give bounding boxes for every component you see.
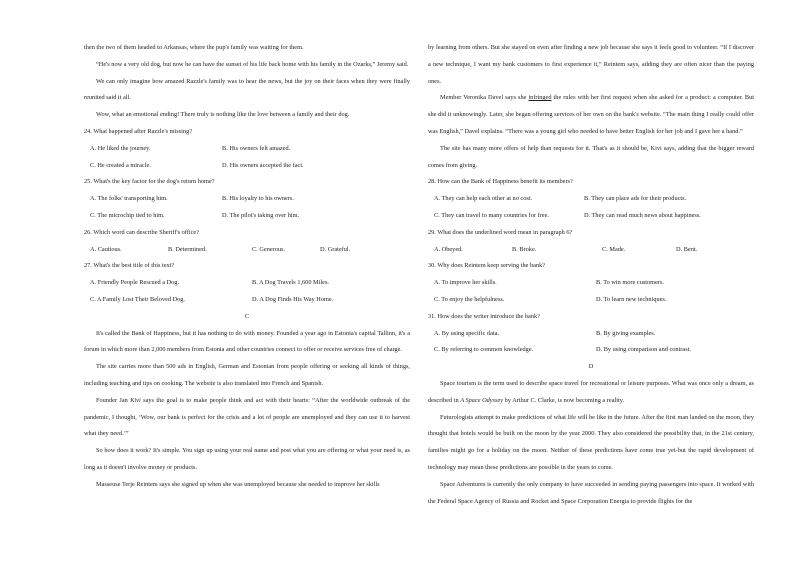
option-27-c[interactable]: C. A Family Lost Their Beloved Dog. <box>90 295 186 303</box>
option-27-a[interactable]: A. Friendly People Rescued a Dog. <box>90 279 180 287</box>
question-31-options-row-2 <box>428 342 754 359</box>
question-26: 26. Which word can describe Sheriff's office? <box>84 228 199 236</box>
option-30-c[interactable]: C. To enjoy the helpfulness. <box>434 295 505 303</box>
option-29-c[interactable]: C. Made. <box>602 245 626 253</box>
question-25-options-row-2 <box>84 208 410 225</box>
question-29: 29. What does the underlined word mean in paragraph 6? <box>428 228 573 236</box>
section-heading-d: D <box>588 363 594 371</box>
section-heading-c: C <box>244 312 250 320</box>
option-24-d[interactable]: D. His owners accepted the fact. <box>222 161 304 169</box>
paragraph-left-4: Wow, what an emotional ending! There truly is nothing like the love between a family and their dog. <box>96 111 350 119</box>
left-column <box>84 40 410 494</box>
option-30-d[interactable]: D. To learn new techniques. <box>596 295 667 303</box>
question-25: 25. What's the key factor for the dog's return home? <box>84 178 215 186</box>
option-29-a[interactable]: A. Obeyed. <box>434 245 463 253</box>
option-24-c[interactable]: C. He created a miracle. <box>90 161 151 169</box>
paragraph-right-2-rest: the rules with her first request when she asked for a product: a computer. But she did it unknowingly. Later, she began offering services of her own on the bank's website. “The main thing I really could offer was English,” Davel explains. “There was a young girl who needed to have better English for her job and I gave her a hand.” <box>428 94 754 135</box>
question-29-options <box>428 242 754 259</box>
option-25-b[interactable]: B. His loyalty to his owners. <box>222 195 294 203</box>
option-28-a[interactable]: A. They can help each other at no cost. <box>434 195 533 203</box>
question-30-options-row-1 <box>428 275 754 292</box>
option-25-d[interactable]: D. The pilot's taking over him. <box>222 211 300 219</box>
underlined-word: infringed <box>528 94 552 102</box>
book-title: A Space Odyssey <box>460 396 504 404</box>
paragraph-left-3: We can only imagine how amazed Razzle's family was to hear the news, but the joy on their faces when they were finally reunited said it all. <box>84 77 410 102</box>
question-30: 30. Why does Reintem keep serving the bank? <box>428 262 546 270</box>
option-25-c[interactable]: C. The microchip tied to him. <box>90 211 165 219</box>
option-29-b[interactable]: B. Broke. <box>512 245 537 253</box>
option-26-d[interactable]: D. Grateful. <box>320 245 351 253</box>
paragraph-c-4: So how does it work? It's simple. You sign up using your real name and post what you are offering or what your need is, as long as it doesn't involve money or products. <box>84 447 410 471</box>
option-27-d[interactable]: D. A Dog Finds His Way Home. <box>252 295 334 303</box>
paragraph-d-2: Futurologists attempt to make predictions of what life will be like in the future. After the first man landed on the moon, they thought that hotels would be built on the moon by the year 2000. They also considered the possibility that, in the 21st century, families might go for a holiday on the moon. Neither of these predictions have come true yet-but the rapid development of technology may mean these predictions are possible in the years to come. <box>428 413 754 471</box>
option-31-b[interactable]: B. By giving examples. <box>596 329 656 337</box>
paragraph-d-1-start: Space tourism is the term used to describe space travel for recreational or leisure purposes. What was once only a dream, as described in <box>428 379 754 404</box>
question-31: 31. How does the writer introduce the bank? <box>428 312 540 320</box>
option-27-b[interactable]: B. A Dog Travels 1,600 Miles. <box>252 279 329 287</box>
paragraph-right-2-start: Member Veronika Davel says she <box>440 94 529 102</box>
question-27-options-row-1 <box>84 275 410 292</box>
option-30-a[interactable]: A. To improve her skills. <box>434 279 497 287</box>
question-31-options-row-1 <box>428 326 754 343</box>
option-28-d[interactable]: D. They can read much news about happiness. <box>584 211 701 219</box>
option-28-b[interactable]: B. They can place ads for their products. <box>584 195 687 203</box>
paragraph-c-1: It's called the Bank of Happiness, but it has nothing to do with money. Founded a year ago in Estonia's capital Tallinn, it's a forum in which more than 2,000 members from Estonia and other countries connect to offer or receive services free of charge. <box>84 329 410 354</box>
paragraph-c-3-start: Founder Jan <box>96 396 131 404</box>
option-24-a[interactable]: A. He liked the journey. <box>90 144 151 152</box>
question-27: 27. What's the best title of this text? <box>84 262 175 270</box>
paragraph-d-3: Space Adventures is currently the only company to have succeeded in sending paying passengers into space. It worked with the Federal Space Agency of Russia and Rocket and Space Corporation Energia to provide flights for the <box>428 480 754 505</box>
option-26-b[interactable]: B. Determined. <box>168 245 207 253</box>
paragraph-right-2 <box>428 90 754 140</box>
founder-name: Kivi <box>130 396 141 404</box>
option-30-b[interactable]: B. To win more customers. <box>596 279 665 287</box>
option-31-c[interactable]: C. By referring to common knowledge. <box>434 346 534 354</box>
paragraph-c-2: The site carries more than 500 ads in English, German and Estonian from people offering or seeking all kinds of things, including teaching and tips on cooking. The website is also translated into French and Spanish. <box>84 363 410 387</box>
paragraph-d-1 <box>428 376 754 410</box>
paragraph-c-5: Masseuse Terje Reintem says she signed up when she was unemployed because she needed to improve her skills <box>96 480 380 488</box>
option-26-c[interactable]: C. Generous. <box>252 245 286 253</box>
question-28-options-row-1 <box>428 191 754 208</box>
option-29-d[interactable]: D. Bent. <box>676 245 698 253</box>
question-28-options-row-2 <box>428 208 754 225</box>
paragraph-right-1: by learning from others. But she stayed on even after finding a new job because she says it feels good to volunteer. “If I discover a new technique, I want my bank customers to first experience it,” Reintem says, adding they are often nicer than the paying ones. <box>428 44 754 85</box>
question-27-options-row-2 <box>84 292 410 309</box>
question-25-options-row-1 <box>84 191 410 208</box>
option-24-b[interactable]: B. His owners felt amazed. <box>222 144 291 152</box>
paragraph-c-3-rest: says the goal is to make people think and act with their hearts: “After the worldwide outbreak of the pandemic, I thought, ‘Wow, our bank is perfect for the crisis and a lot of people are unemployed and they can use it to harvest what they need.’” <box>84 396 411 438</box>
right-column <box>428 40 754 510</box>
paragraph-c-3 <box>84 393 410 443</box>
option-26-a[interactable]: A. Cautious. <box>90 245 122 253</box>
option-28-c[interactable]: C. They can travel to many countries for free. <box>434 211 549 219</box>
option-31-d[interactable]: D. By using comparison and contrast. <box>596 346 691 354</box>
question-24-options-row-1 <box>84 141 410 158</box>
question-30-options-row-2 <box>428 292 754 309</box>
paragraph-d-1-rest: by Arthur C. Clarke, is now becoming a reality. <box>503 396 625 404</box>
question-28: 28. How can the Bank of Happiness benefit its members? <box>428 178 573 186</box>
paragraph-right-3: The site has many more offers of help than requests for it. That's as it should be, Kivi says, adding that the bigger reward comes from giving. <box>428 144 754 169</box>
option-25-a[interactable]: A. The folks' transporting him. <box>90 195 168 203</box>
question-24: 24. What happened after Razzle's missing? <box>84 127 193 135</box>
paragraph-left-2: “He's now a very old dog, but now he can have the sunset of his life back home with his family in the Ozarks,” Jeremy said. <box>96 60 409 68</box>
question-24-options-row-2 <box>84 158 410 175</box>
question-26-options <box>84 242 410 259</box>
option-31-a[interactable]: A. By using specific data. <box>434 329 500 337</box>
paragraph-left-1: then the two of them headed to Arkansas, where the pup's family was waiting for them. <box>84 44 304 51</box>
